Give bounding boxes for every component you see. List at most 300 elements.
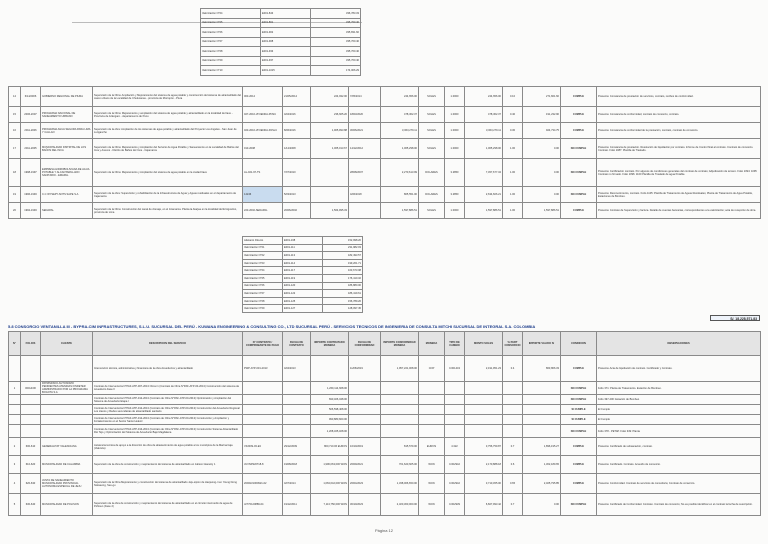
consortium-cell: 1 (9, 382, 21, 395)
section-title: 5.8 CONSORCIO VENTANILLA III - BYPRA-CIM INFRASTRUCTURES, S.L.U. SUCURSAL DEL PERÚ - KUWANA ENGINEERING & CONSULTING CO., LTD SUCURSAL PERÚ - SERVICIOS TECNICOS DE INGENIERIA DE CONSULTA MITCHI SUCURSAL DE INTEGRAL S.A. COLOMBIA (8, 324, 536, 329)
consortium-cell (381, 425, 419, 438)
supervision-cell: 271,821.60 (523, 87, 561, 107)
supervision-cell: 1.0000 (445, 107, 465, 123)
consortium-cell (381, 395, 419, 405)
supervision-row (9, 123, 761, 139)
consortium-cell: PATRIMONIO AUTONOMO PENDIENTES ATENIDAS FINDETER ADMINISTRADO POR LA PROGRAMA BOGOTA S.A (41, 382, 93, 395)
consortium-cell (523, 415, 561, 425)
consortium-cell: 16/10/2019 (349, 438, 381, 456)
supervision-cell: 1.00 (503, 187, 523, 203)
valuation-row (201, 47, 361, 57)
supervision-cell: NO CUMPLE (561, 159, 597, 187)
valuation-cell: 186,419.61 (323, 290, 363, 298)
consortium-cell: 1,663,642,000 WON (311, 474, 349, 494)
consortium-cell (445, 382, 465, 395)
valuation-cell: Valorización N°02 (243, 252, 283, 260)
consortium-cell (445, 395, 465, 405)
valuation-cell: E001-937 (261, 56, 311, 66)
supervision-cell: Supervisión de la Obra: Ampliación y Mejoramiento del sistema de agua potable y construcción del sistema de alcantarillado del casco urbano de la Localidad de Chulucanas - provincia de Morropón - Piura (93, 87, 243, 107)
consortium-cell: CUMPLE (561, 356, 597, 382)
consortium-cell (349, 405, 381, 415)
valuation-cell: 336,783.33 (311, 9, 361, 19)
consortium-cell: JUNTA DE SANEAMIENTO MUNICIPALIDAD PROVINCIAL AUTONOMA ESPECIAL DE JEJU (41, 474, 93, 494)
supervision-cell: 244,656.00 (465, 87, 503, 107)
consortium-cell: 815,579.00 (381, 438, 419, 456)
consortium-row (9, 382, 761, 395)
supervision-cell: 1.00 (503, 139, 523, 159)
valuation-cell: E001-111 (283, 244, 323, 252)
consortium-cell (9, 356, 21, 382)
supervision-cell: Presenta: Certificación contrato. Por algunos de condiciones generales del contrato de contrato; Adjudicación de tercero. Folio 1094: 1095 Contrato no firmado. Folio 1096: 1100 Planilla de Traslado de agua Potable. (597, 159, 761, 187)
consortium-cell: Presenta: Certificado. Contrato. Acuerdo de consorcio. (597, 456, 761, 474)
valuation-row (243, 305, 363, 313)
valuation-cell: E001-168 (283, 237, 323, 245)
supervision-cell: C.C WYSEPY-SNTS SAPE S.A (41, 187, 93, 203)
column-header: CONDICION (561, 332, 597, 356)
consortium-cell (21, 405, 41, 415)
supervision-cell: 0.00 (523, 159, 561, 187)
valuation-cell: Valorización N°09 (201, 56, 261, 66)
valuation-cell: Valorización N°07 (243, 290, 283, 298)
valuation-cell: E001-902 (261, 28, 311, 38)
supervision-cell: Presenta: Contrato de Supervisión y factura. Detalle de cuentas bancarias, correspondientes a la valorización; acta de recepción de obra. (597, 203, 761, 219)
column-header: FECHA DE CONTRATO (283, 332, 311, 356)
consortium-cell (21, 415, 41, 425)
consortium-cell (523, 395, 561, 405)
column-header: OBSERVACIONES (597, 332, 761, 356)
valuation-cell: 152,998.20 (323, 237, 363, 245)
supervision-cell: 0.00 (523, 139, 561, 159)
supervision-cell: Supervisión de la obra: Supervisión y rehabilitación de la Infraestructura de Agua y Aguas residuales en el departamento de Cajamarca (93, 187, 243, 203)
supervision-cell: 1992-1993 (21, 203, 41, 219)
consortium-cell: 1,338,006,650.00 (381, 474, 419, 494)
supervision-cell: 18 (9, 159, 21, 187)
consortium-cell: 1,302,189.65 (523, 456, 561, 474)
consortium-cell: Presenta: Certificado de Conformidad. Contrato. Contrato de consorcio; No es posible identificar en el contrato la fecha de suscripción. (597, 494, 761, 516)
supervision-cell: 1,597,886.51 (465, 203, 503, 219)
consortium-cell: WON (419, 474, 445, 494)
supervision-cell: 1.0000 (445, 87, 465, 107)
valuation-cell: E001-120 (283, 282, 323, 290)
column-header: CLIENTE (41, 332, 93, 356)
consortium-cell: Folio 371: Planta de Tratamiento. Estación de Bombeo. (597, 382, 761, 395)
consortium-cell: 4 (9, 474, 21, 494)
consortium-cell: WON (419, 456, 445, 474)
valuation-cell: 128,097.45 (323, 305, 363, 313)
consortium-cell (349, 395, 381, 405)
consortium-row (9, 395, 761, 405)
consortium-cell: Intervención técnica, administrativa y financiera de la obra Acueductos y alcantarillado (93, 356, 243, 382)
valuation-row (201, 37, 361, 47)
supervision-row (9, 107, 761, 123)
consortium-cell (465, 382, 503, 395)
valuation-cell: 174,006.29 (311, 66, 361, 76)
supervision-cell: AL-021-97-TS (243, 159, 283, 187)
supervision-cell: Presenta: Constancia de conformidad, contrato de consorcio, contrato. (597, 107, 761, 123)
consortium-cell: 29/12/2009 (283, 438, 311, 456)
supervision-cell: 4/04/2016 (283, 107, 311, 123)
valuation-row (243, 259, 363, 267)
supervision-cell: SOLES (419, 123, 445, 139)
page-number: Página 12 (374, 528, 393, 533)
consortium-cell (243, 382, 283, 395)
valuation-cell: Valorización N°10 (201, 66, 261, 76)
consortium-cell (349, 415, 381, 425)
valuation-cell: 335,760.40 (311, 56, 361, 66)
valuation-cell: E001-1015 (261, 66, 311, 76)
supervision-cell: 191,232.90 (523, 107, 561, 123)
supervision-cell: 1,597,886.51 (381, 203, 419, 219)
valuation-cell: E001-117 (283, 267, 323, 275)
consortium-cell: 600-610 (21, 438, 41, 456)
supervision-cell: 5/03/2013 (283, 187, 311, 203)
supervision-row (9, 203, 761, 219)
consortium-cell: VF2009-03-E3 (243, 438, 283, 456)
valuation-cell: Valorización N°09 (243, 305, 283, 313)
consortium-cell: El Cumple (597, 415, 761, 425)
consortium-cell: J2770120889-04 (243, 494, 283, 516)
consortium-row (9, 405, 761, 415)
upper-valuation-table (200, 8, 361, 76)
consortium-cell (465, 425, 503, 438)
supervision-cell: 1996-1993 (21, 187, 41, 203)
consortium-cell (349, 425, 381, 438)
supervision-cell: 013-2008 (243, 139, 283, 159)
supervision-cell: 1,564,995.33 (311, 203, 349, 219)
valuation-cell: 335,760.40 (311, 47, 361, 57)
valuation-cell: 176,410.32 (323, 274, 363, 282)
consortium-cell: 3 (9, 456, 21, 474)
supervision-cell: Supervisión de la Obra: Mejoramiento y Ampliación del sistema de agua potable en la ciudad Ilave (93, 159, 243, 187)
supervision-cell: Supervisión de la Obra: Mejoramiento y ampliación del sistema de agua potable y alcantarillado en la localidad de Ilave - Provincia de Azángaro - departamento de Puno (93, 107, 243, 123)
supervision-cell: 244,656.00 (381, 87, 419, 107)
valuation-row (201, 18, 361, 28)
supervision-cell: 0.40 (503, 107, 523, 123)
valuation-row (201, 66, 361, 76)
supervision-cell: 8/06/2016 (283, 123, 311, 139)
consortium-row (9, 425, 761, 438)
supervision-cell: 1/12/2008 (283, 139, 311, 159)
supervision-cell: 1,065,298.00 (465, 139, 503, 159)
column-header: MONTO SOLES (465, 332, 503, 356)
supervision-cell: DOLARES (419, 187, 445, 203)
consortium-cell (21, 425, 41, 438)
valuation-cell: E001-114 (283, 259, 323, 267)
consortium-cell (283, 405, 311, 415)
supervision-cell: CUMPLE (561, 123, 597, 139)
consortium-cell: 30/10/2023 (349, 494, 381, 516)
consortium-cell (419, 425, 445, 438)
consortium-cell: Supervisión de la obra de construcción y mejoramiento del sistema de alcantarillado en el circuito intermedio de agua de Pohisun (Fase 2) (93, 494, 243, 516)
grand-total: S/. 18,228,571.83 (710, 315, 760, 321)
consortium-cell (243, 415, 283, 425)
consortium-cell (465, 415, 503, 425)
consortium-cell: 3,756,759.87 (465, 438, 503, 456)
consortium-cell (41, 425, 93, 438)
consortium-cell: 000x4/00 (21, 382, 41, 395)
consortium-cell: 690,406,048.00 (311, 395, 349, 405)
consortium-cell (503, 405, 523, 415)
consortium-cell: 863,806.33 (523, 356, 561, 382)
consortium-cell (21, 395, 41, 405)
consortium-cell: Asistencia técnica de apoyo a la dirección de obra de abastecimiento de agua potable a los municipios de la Marina baja (Valencia) (93, 438, 243, 456)
consortium-cell: Folio 397-400: Estación de Bombeo (597, 395, 761, 405)
supervision-cell: PROGRAMA AGUA SEGURA PARA LIMA Y CALLAO (41, 123, 93, 139)
valuation-row (243, 290, 363, 298)
consortium-cell: 19/08/2018 (283, 456, 311, 474)
supervision-cell: 3.2850 (445, 187, 465, 203)
valuation-cell: E001-127 (283, 305, 323, 313)
supervision-cell (311, 159, 349, 187)
consortium-cell: El Cumple (597, 405, 761, 415)
column-header: N° (9, 332, 21, 356)
consortium-cell: Supervisión de la obra de construcción y mejoramiento del sistema de alcantarillado en Jalisco Gianetty 1 (93, 456, 243, 474)
consortium-cell: 2 (9, 438, 21, 456)
consortium-cell: 0.002942 (445, 456, 465, 474)
valuation-cell: E001-933 (261, 47, 311, 57)
consortium-cell (41, 395, 93, 405)
consortium-cell: 0.6 (503, 456, 523, 474)
consortium-cell: 2,320,300,000.00 (381, 494, 419, 516)
valuation-cell: E001-119 (283, 274, 323, 282)
consortium-cell (311, 356, 349, 382)
valuation-cell: Adelanto Directo (243, 237, 283, 245)
valuation-cell: 163,673.08 (323, 267, 363, 275)
consortium-cell: 4/07/2014 (283, 474, 311, 494)
valuation-cell: 186,880.00 (323, 282, 363, 290)
supervision-cell: CUMPLE (561, 203, 597, 219)
valuation-cell: E001-125 (283, 297, 323, 305)
supervision-cell: 3,063,279.11 (465, 123, 503, 139)
consortium-cell: 3,710,455.00 (465, 474, 503, 494)
supervision-cell: SOLES (419, 87, 445, 107)
supervision-cell: Presenta: Constancia de prestación de servicios, contrato, recibos de conformidad. (597, 87, 761, 107)
consortium-cell: 0.7 (503, 438, 523, 456)
consortium-cell (243, 395, 283, 405)
supervision-cell: Presenta: Constancia de conformidad de la prestación, contrato, contrato de consorcio. (597, 123, 761, 139)
consortium-cell: Contrato de Interventoría N°PAF-ATP-012-2013 (Contrato de Obra N°PAF-ATP-00-2013) Construcción del Acueducto Regional Los Llanos y Redes secundarias de alcantarillado sanitario (93, 405, 243, 415)
consortium-cell (283, 415, 311, 425)
consortium-cell: NO CUMPLE (561, 494, 597, 516)
supervision-cell: 2,270,613.99 (381, 159, 419, 187)
consortium-cell: Presenta: Certificado de subsanación, contrato. (597, 438, 761, 456)
consortium-cell: Contrato de Interventoría N°PAF-ATP-013-2013 (Contrato de Obra N°PAF-ATP-00-2013) Construcción Sistema Alcantarillado Río Tejo y Optimización del Sistema de Acueducto Bajo Magdalena (93, 425, 243, 438)
valuation-cell: Valorización N°06 (243, 282, 283, 290)
supervision-table (8, 86, 761, 219)
consortium-table (8, 331, 761, 516)
consortium-cell (419, 395, 445, 405)
consortium-cell (523, 425, 561, 438)
column-header: FECHA DE CONFORMIDAD (349, 332, 381, 356)
consortium-cell (9, 425, 21, 438)
supervision-cell: 14/12/2012 (349, 139, 381, 159)
supervision-cell: 1.00 (503, 203, 523, 219)
valuation-row (201, 28, 361, 38)
column-header: FOLIOS (21, 332, 41, 356)
consortium-cell: 0.001443 (445, 356, 465, 382)
valuation-row (243, 297, 363, 305)
supervision-cell: 2006-2007 (21, 107, 41, 123)
valuation-cell: Valorización N°04 (243, 267, 283, 275)
consortium-cell (465, 395, 503, 405)
consortium-cell: Presenta: Conformidad. Contrato de servicios de consultoría; Contrato de consorcio. (597, 474, 761, 494)
consortium-cell: 2,405,795.85 (523, 474, 561, 494)
consortium-cell: 1,896,195.27 (523, 438, 561, 456)
consortium-cell: JUVSIPENT18-8 (243, 456, 283, 474)
supervision-cell: 023-2016-VIVIENDA-PASLC (243, 123, 283, 139)
supervision-cell: 223-2002-SEDAPAL (243, 203, 283, 219)
consortium-cell: 1,208,325,408.00 (311, 425, 349, 438)
consortium-cell: WON (419, 494, 445, 516)
valuation-cell: Valorización N°07 (201, 37, 261, 47)
consortium-cell: Contrato de Interventoría N°PAF-ATP-012-2013 (Contrato de Obra N°PAF-ATP-00-2013) Construcción y Ampliación y Fortalecimiento en el Sector Santo Helecir (93, 415, 243, 425)
consortium-cell: 0.00 (523, 494, 561, 516)
supervision-cell: 1,065,013.67 (311, 139, 349, 159)
consortium-cell: 5 (9, 494, 21, 516)
supervision-cell: 0.10 (503, 87, 523, 107)
supervision-cell: 1,905,993.88 (311, 123, 349, 139)
consortium-cell (503, 382, 523, 395)
consortium-cell: NO CUMPLE (561, 395, 597, 405)
valuation-cell: Valorización N°01 (243, 244, 283, 252)
supervision-cell: 30/06/2021 (349, 123, 381, 139)
consortium-row (9, 494, 761, 516)
supervision-cell: 7/05/2014 (349, 87, 381, 107)
supervision-cell: 224,932.00 (311, 87, 349, 107)
consortium-cell (381, 382, 419, 395)
consortium-cell (445, 405, 465, 415)
consortium-row (9, 438, 761, 456)
supervision-row (9, 87, 761, 107)
consortium-cell (523, 382, 561, 395)
supervision-cell: 28/08/2007 (349, 159, 381, 187)
supervision-cell: 4/06/2018 (349, 187, 381, 203)
supervision-cell: 3.2850 (445, 159, 465, 187)
consortium-cell: PWP-ATP-001-2013 (243, 356, 283, 382)
valuation-cell: 199,261.71 (323, 259, 363, 267)
valuation-cell: 231,982.03 (323, 244, 363, 252)
valuation-cell: Valorización N°04 (201, 9, 261, 19)
valuation-cell: Valorización N°05 (243, 274, 283, 282)
consortium-row (9, 474, 761, 494)
consortium-cell: 0.002939 (445, 494, 465, 516)
supervision-cell: 1.0000 (445, 203, 465, 219)
consortium-cell: 2,170,888.18 (465, 456, 503, 474)
consortium-cell (243, 425, 283, 438)
supervision-cell: 3,063,279.11 (381, 123, 419, 139)
consortium-cell: Folio 378 - PETAP. Folio 349: Planta (597, 425, 761, 438)
supervision-cell: 003-2014 (243, 87, 283, 107)
valuation-cell: E001-908 (261, 37, 311, 47)
supervision-cell: 16 (9, 123, 21, 139)
supervision-row (9, 187, 761, 203)
consortium-cell: CUMPLE (561, 438, 597, 456)
supervision-cell: 14 (9, 87, 21, 107)
consortium-cell (445, 425, 465, 438)
column-header: IMPORTE CONTRATADO MONEDA (311, 332, 349, 356)
supervision-cell: Supervisión de la Obra: Construcción del canal de drenaje, en el Jicamarca. Planta la Atarjea en la localidad del El Agustino, provincia de Lima (93, 203, 243, 219)
consortium-cell: MUNICIPALIDAD DE CALAMBIA (41, 456, 93, 474)
valuation-row (201, 56, 361, 66)
supervision-cell: 6/14/2006 (21, 87, 41, 107)
supervision-cell: NO CUMPLE (561, 187, 597, 203)
consortium-cell: 7,113,750,000 WON (311, 494, 349, 516)
supervision-cell: 478,362.37 (381, 107, 419, 123)
supervision-cell: 1.00 (503, 159, 523, 187)
valuation-cell: Valorización N°08 (243, 297, 283, 305)
consortium-cell (41, 415, 93, 425)
consortium-cell (9, 415, 21, 425)
consortium-cell (283, 382, 311, 395)
valuation-cell: Valorización N°06 (201, 28, 261, 38)
supervision-cell: SOLES (419, 107, 445, 123)
valuation-row (243, 267, 363, 275)
consortium-cell: SI CUMPLE (561, 415, 597, 425)
valuation-cell: E001-861 (261, 18, 311, 28)
supervision-cell: 1,597,886.51 (523, 203, 561, 219)
supervision-cell: Supervisión de la Obra: Mejoramiento y Ampliación del Servicio de Agua Potable y Saneamiento en la Localidad de Baños del Inca y Anexos - Distrito de Baños del Inca - Cajamarca (93, 139, 243, 159)
supervision-cell: Presenta: Reconocimiento, contrato. Folio 1105: Planilla de Tratamiento de Aguas Residuales; Planta de Tratamiento de Agua Potable, Estaciones de Bombeo. (597, 187, 761, 203)
consortium-cell (503, 425, 523, 438)
consortium-cell: NO CUMPLE (561, 382, 597, 395)
valuation-cell: 335,760.40 (311, 37, 361, 47)
supervision-cell: 0.00 (523, 187, 561, 203)
supervision-cell: 15 (9, 107, 21, 123)
consortium-row (9, 356, 761, 382)
supervision-cell: 18/03/2020 (349, 107, 381, 123)
consortium-cell: 26/04/2023 (349, 474, 381, 494)
supervision-cell: 17 (9, 139, 21, 159)
column-header: MONEDA (419, 332, 445, 356)
supervision-cell: 14246 (243, 187, 283, 203)
supervision-cell: CUMPLE (561, 107, 597, 123)
supervision-cell: 924,734.75 (523, 123, 561, 139)
consortium-cell: 1,269,114,668.00 (311, 382, 349, 395)
supervision-cell: Supervisión de la obra: Ampliación de los sistemas de agua potable y alcantarillado del Proyecto Los Angeles - San Juan de Lurigancho (93, 123, 243, 139)
consortium-cell: Presenta: Acta de liquidación de contrato. Certificado y Contrato. (597, 356, 761, 382)
consortium-cell: 610-620 (21, 456, 41, 474)
consortium-row (9, 456, 761, 474)
valuation-row (201, 9, 361, 19)
supervision-cell: 2011-2006 (21, 123, 41, 139)
supervision-cell: 1998-1997 (21, 159, 41, 187)
valuation-cell: 335,831.60 (311, 28, 361, 38)
supervision-cell: 20/06/2002 (283, 203, 311, 219)
consortium-cell: 2,191,951.23 (465, 356, 503, 382)
consortium-cell (243, 405, 283, 415)
supervision-cell: 1,065,298.00 (381, 139, 419, 159)
supervision-cell (349, 203, 381, 219)
valuation-cell: Valorización N°08 (201, 47, 261, 57)
valuation-row (243, 237, 363, 245)
consortium-cell: 620-630 (21, 474, 41, 494)
consortium-cell (419, 382, 445, 395)
consortium-cell: 0.65 (503, 474, 523, 494)
supervision-cell: 236,665.20 (311, 107, 349, 123)
supervision-cell: 2011-2005 (21, 139, 41, 159)
consortium-cell (523, 405, 561, 415)
consortium-cell: 701,620,605.00 (381, 456, 419, 474)
consortium-cell: 1,957,221,008.00 (381, 356, 419, 382)
consortium-cell (41, 405, 93, 415)
consortium-cell: 800,710.06 EUROS (311, 438, 349, 456)
consortium-cell: 26/09/2021 (349, 456, 381, 474)
consortium-cell (283, 395, 311, 405)
supervision-cell: SEDAPAL (41, 203, 93, 219)
supervision-cell: DOLARES (419, 159, 445, 187)
sedapal-valuation-table (242, 236, 363, 313)
consortium-cell: Contrato de Interventoría N°PAF-ATP-007-2013 Otrosi 1 (Contrato de Obra N°PAF-ATP-00-2013) Construcción del sistema de Acueducto Fase II (93, 382, 243, 395)
